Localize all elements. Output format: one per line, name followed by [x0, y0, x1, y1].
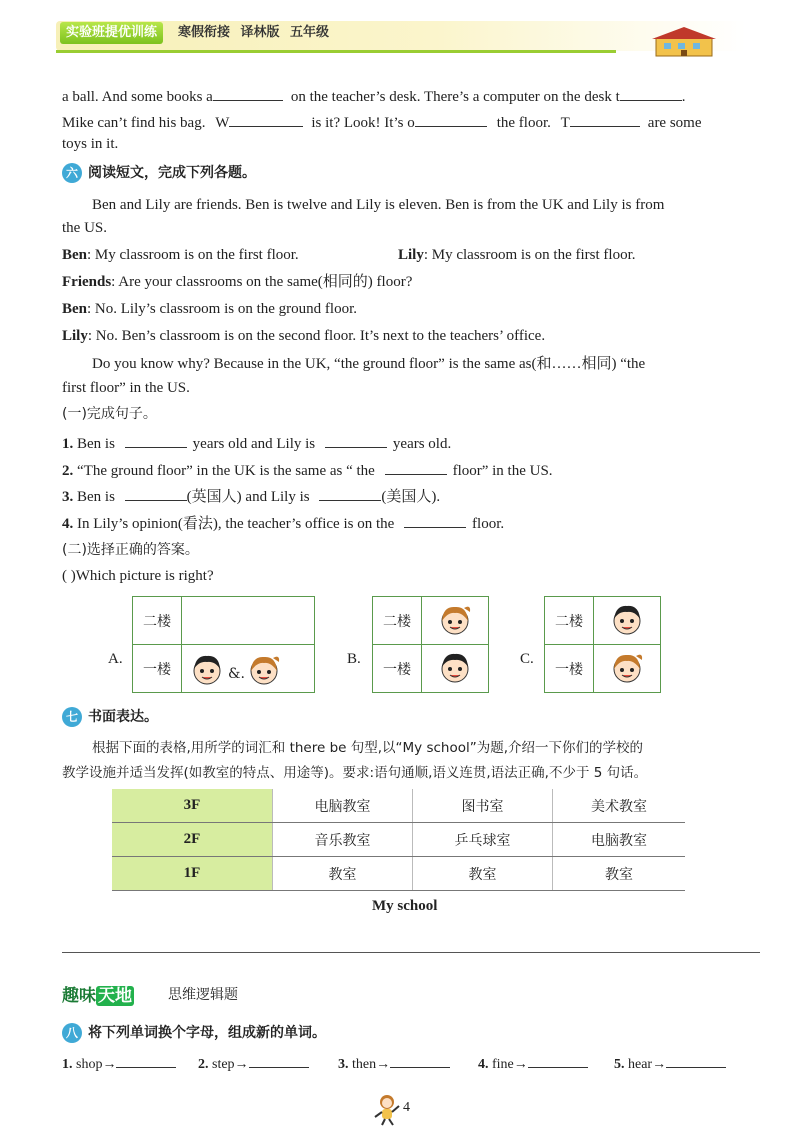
- dialog-lily-1: Lily: My classroom is on the first floor.: [398, 247, 636, 263]
- table-row: [112, 823, 685, 857]
- dialog-friends: Friends: Are your classrooms on the same(相同的) floor?: [62, 274, 413, 290]
- floor-1-label: 一楼: [545, 645, 594, 693]
- fun-section-title: 趣味 天地: [62, 986, 132, 1006]
- option-a-label: A.: [108, 651, 123, 667]
- room-cell: 教室: [553, 857, 686, 891]
- floor-2-label: 二楼: [373, 597, 422, 645]
- girl-face-icon: [610, 650, 644, 684]
- table-caption: My school: [372, 898, 438, 914]
- girl-face-icon: [438, 602, 472, 636]
- passage-line-4: first floor” in the US.: [62, 380, 190, 396]
- section-6-title: 阅读短文，完成下列各题。: [88, 165, 256, 181]
- mascot-icon: [372, 1092, 402, 1126]
- table-row: [112, 857, 685, 891]
- word-item: 5. hear→: [614, 1053, 726, 1075]
- room-cell: 美术教室: [553, 789, 686, 823]
- dialog-ben-2: Ben: No. Lily’s classroom is on the ground floor.: [62, 301, 357, 317]
- prev-line-3: toys in it.: [62, 136, 119, 152]
- instruction-line-1: 根据下面的表格,用所学的词汇和 there be 句型,以“My school”为题,介绍一下你们的学校的: [92, 740, 644, 756]
- question-1: 1. Ben is years old and Lily is years old.: [62, 433, 451, 454]
- room-cell: 教室: [273, 857, 413, 891]
- fun-section-subtitle: 思维逻辑题: [168, 987, 238, 1003]
- section-8-number: 八: [62, 1023, 82, 1043]
- section-6-number: 六: [62, 163, 82, 183]
- floor-2-label: 二楼: [133, 597, 182, 645]
- floor-2-label: 二楼: [545, 597, 594, 645]
- passage-line-1: Ben and Lily are friends. Ben is twelve and Lily is eleven. Ben is from the UK and Lily is from: [92, 197, 665, 213]
- option-c-table: [544, 596, 661, 693]
- word-item: 2. step→: [198, 1053, 309, 1075]
- floor-cell: 2F: [112, 823, 273, 857]
- word-item: 4. fine→: [478, 1053, 588, 1075]
- room-cell: 音乐教室: [273, 823, 413, 857]
- school-building-icon: [648, 26, 720, 58]
- part-1-title: (一)完成句子。: [62, 406, 157, 422]
- part-2-title: (二)选择正确的答案。: [62, 542, 199, 558]
- option-c-label: C.: [520, 651, 534, 667]
- header-title: 寒假衔接 译林版 五年级: [178, 25, 330, 40]
- option-b-table: [372, 596, 489, 693]
- room-cell: 教室: [413, 857, 553, 891]
- floor-cell: 3F: [112, 789, 273, 823]
- room-cell: 图书室: [413, 789, 553, 823]
- section-7-number: 七: [62, 707, 82, 727]
- option-b-label: B.: [347, 651, 361, 667]
- boy-face-icon: [438, 650, 472, 684]
- dialog-ben-1: Ben: My classroom is on the first floor.: [62, 247, 299, 263]
- table-row: [112, 789, 685, 823]
- choice-question: ( )Which picture is right?: [62, 568, 214, 584]
- floor-1-label: 一楼: [373, 645, 422, 693]
- floor-cell: 1F: [112, 857, 273, 891]
- question-3: 3. Ben is (英国人) and Lily is (美国人).: [62, 486, 440, 507]
- passage-line-3: Do you know why? Because in the UK, “the ground floor” is the same as(和……相同) “the: [92, 356, 646, 372]
- series-badge: 实验班提优训练: [60, 22, 163, 44]
- section-7-title: 书面表达。: [88, 709, 158, 725]
- room-cell: 乒乓球室: [413, 823, 553, 857]
- room-cell: 电脑教室: [553, 823, 686, 857]
- question-2: 2. “The ground floor” in the UK is the same as “ the floor” in the US.: [62, 460, 553, 481]
- instruction-line-2: 教学设施并适当发挥(如教室的特点、用途等)。要求:语句通顺,语义连贯,语法正确,不少于 5 句话。: [62, 765, 648, 781]
- section-8-title: 将下列单词换个字母，组成新的单词。: [88, 1025, 326, 1041]
- writing-line: [62, 952, 760, 953]
- boy-face-icon: [190, 652, 224, 686]
- boy-face-icon: [610, 602, 644, 636]
- ampersand: &.: [228, 665, 245, 682]
- option-a-table: [132, 596, 315, 693]
- question-4: 4. In Lily’s opinion(看法), the teacher’s office is on the floor.: [62, 513, 504, 534]
- room-cell: 电脑教室: [273, 789, 413, 823]
- girl-face-icon: [247, 652, 281, 686]
- floor-1-label: 一楼: [133, 645, 182, 693]
- word-item: 1. shop→: [62, 1053, 176, 1075]
- school-floor-table: [112, 789, 685, 891]
- page-number: 4: [403, 1100, 410, 1115]
- dialog-lily-2: Lily: No. Ben’s classroom is on the second floor. It’s next to the teachers’ office.: [62, 328, 546, 344]
- prev-line-2: Mike can’t find his bag. W is it? Look! It’s o the floor. T are some: [62, 112, 702, 133]
- word-item: 3. then→: [338, 1053, 450, 1075]
- passage-line-2: the US.: [62, 220, 107, 236]
- prev-line-1: a ball. And some books a on the teacher’s desk. There’s a computer on the desk t .: [62, 86, 686, 107]
- header-underline: [56, 50, 616, 53]
